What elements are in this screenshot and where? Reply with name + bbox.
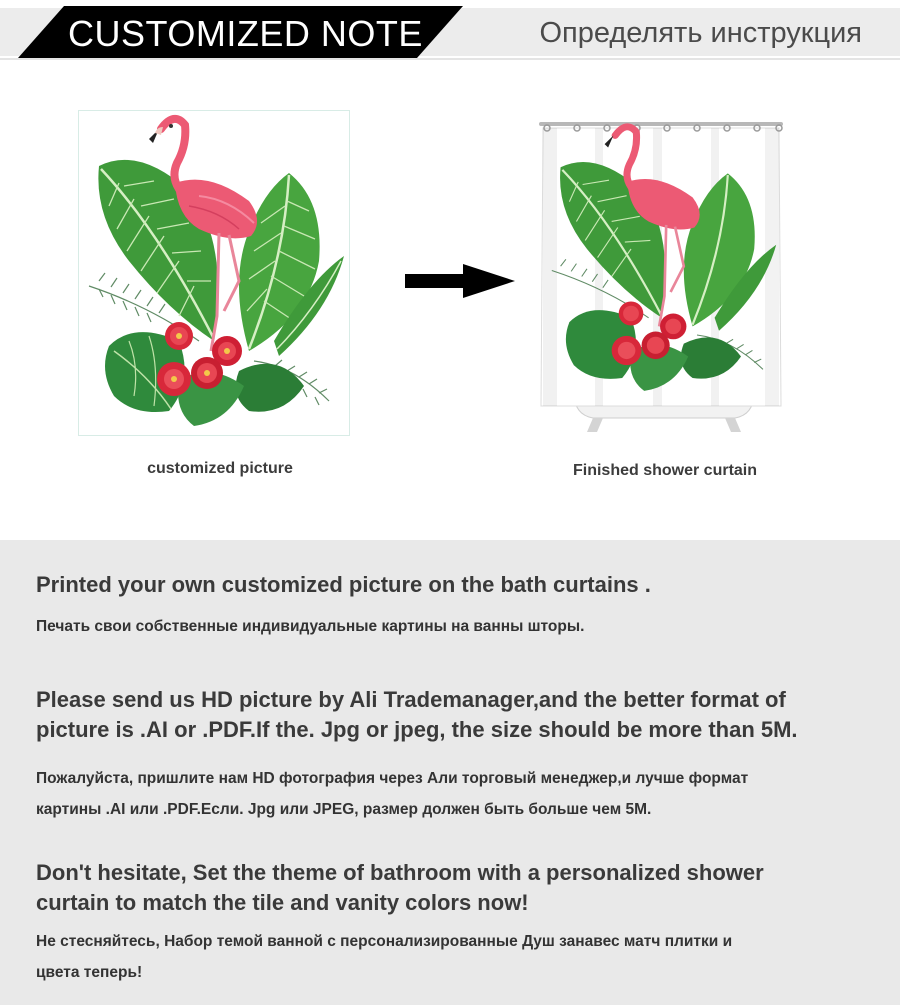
instructions-panel [0, 540, 900, 1005]
format-text-en [36, 685, 886, 745]
header-divider [0, 58, 900, 60]
right-arrow-icon [405, 264, 515, 298]
header-subtitle: Определять инструкция [539, 17, 862, 49]
shower-curtain-caption: Finished shower curtain [572, 462, 758, 479]
cta-text-ru-line: Не стесняйтесь, Набор темой ванной с персонализированные Душ занавес матч плитки и [36, 933, 733, 950]
shower-curtain-image [535, 114, 787, 436]
format-text-en-line: Please send us HD picture by Ali Trademanager,and the better format of [36, 687, 786, 712]
cta-text-ru [36, 926, 886, 988]
intro-text-en: Printed your own customized picture on the bath curtains . [36, 572, 651, 597]
header-title: CUSTOMIZED NOTE [68, 13, 423, 54]
shower-curtain-mockup [535, 114, 787, 436]
flamingo-artwork [79, 111, 349, 435]
cta-text-en [36, 858, 886, 918]
customized-picture-image [78, 110, 350, 436]
format-text-ru-line: Пожалуйста, пришлите нам HD фотография через Али торговый менеджер,и лучше формат [36, 770, 749, 787]
cta-text-ru-line: цвета теперь! [36, 964, 143, 981]
cta-text-en-line: curtain to match the tile and vanity colors now! [36, 890, 529, 915]
cta-text-en-line: Don't hesitate, Set the theme of bathroom with a personalized shower [36, 860, 764, 885]
format-text-en-line: picture is .AI or .PDF.If the. Jpg or jpeg, the size should be more than 5M. [36, 717, 798, 742]
format-text-ru [36, 763, 886, 825]
customized-picture-caption: customized picture [147, 460, 293, 477]
format-text-ru-line: картины .AI или .PDF.Если. Jpg или JPEG, размер должен быть больше чем 5M. [36, 801, 652, 818]
intro-text-ru: Печать свои собственные индивидуальные картины на ванны шторы. [36, 618, 585, 635]
header-bar [0, 0, 900, 62]
